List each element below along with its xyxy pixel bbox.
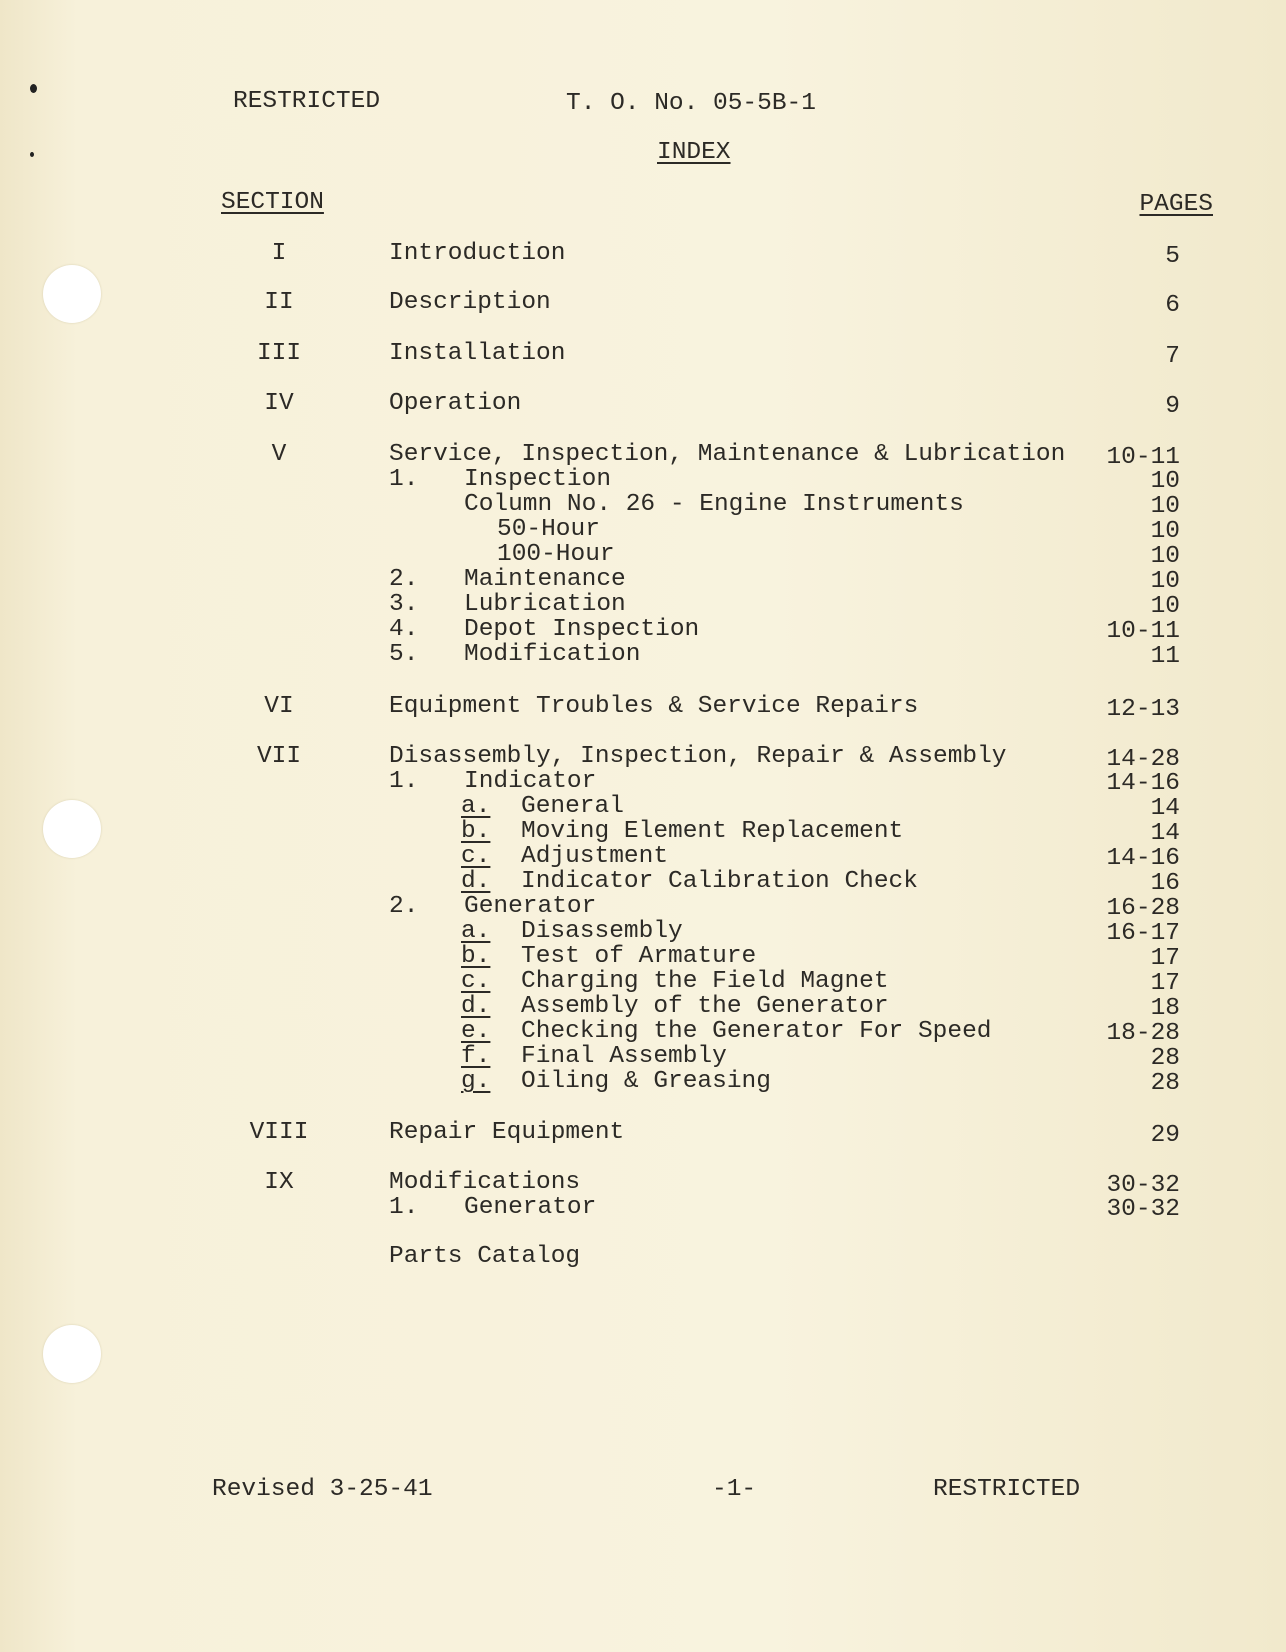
item-number: 1. — [389, 1194, 419, 1221]
section-pages: 14-28 — [1106, 746, 1180, 773]
section-pages: 9 — [1165, 393, 1180, 420]
section-title: Equipment Troubles & Service Repairs — [389, 693, 919, 720]
footer-classification: RESTRICTED — [933, 1476, 1081, 1503]
item-pages: 14-16 — [1106, 845, 1180, 872]
item-pages: 28 — [1150, 1045, 1180, 1072]
section-pages: 7 — [1165, 343, 1180, 370]
column-header-section: SECTION — [221, 189, 324, 216]
section-title: Description — [389, 289, 551, 316]
ink-speck — [30, 152, 34, 157]
item-letter: a. — [461, 918, 491, 945]
item-title: Oiling & Greasing — [521, 1068, 771, 1095]
item-pages: 16-17 — [1106, 920, 1180, 947]
section-number: III — [256, 340, 302, 367]
item-letter: c. — [461, 843, 491, 870]
item-title: Lubrication — [464, 591, 626, 618]
item-title: Indicator — [464, 768, 597, 795]
item-letter: b. — [461, 943, 491, 970]
section-title: Operation — [389, 390, 522, 417]
item-title: Generator — [464, 1194, 597, 1221]
section-number: VI — [264, 693, 294, 720]
item-pages: 10 — [1150, 518, 1180, 545]
item-letter: b. — [461, 818, 491, 845]
item-title: Assembly of the Generator — [521, 993, 889, 1020]
item-title: Maintenance — [464, 566, 626, 593]
item-pages: 10 — [1150, 468, 1180, 495]
item-number: 1. — [389, 466, 419, 493]
item-pages: 10-11 — [1106, 618, 1180, 645]
section-pages: 6 — [1165, 292, 1180, 319]
item-pages: 10 — [1150, 593, 1180, 620]
item-title: General — [521, 793, 624, 820]
item-pages: 18 — [1150, 995, 1180, 1022]
item-pages: 10 — [1150, 568, 1180, 595]
item-title: Moving Element Replacement — [521, 818, 904, 845]
item-title: Depot Inspection — [464, 616, 700, 643]
item-title: Modification — [464, 641, 641, 668]
item-pages: 28 — [1150, 1070, 1180, 1097]
item-title: Final Assembly — [521, 1043, 727, 1070]
punch-hole — [43, 1325, 101, 1383]
item-letter: a. — [461, 793, 491, 820]
page-title: INDEX — [657, 139, 731, 166]
section-number: VII — [256, 743, 302, 770]
section-pages: 30-32 — [1106, 1172, 1180, 1199]
item-title: 50-Hour — [497, 516, 600, 543]
footer-revision: Revised 3-25-41 — [212, 1476, 433, 1503]
item-title: Adjustment — [521, 843, 669, 870]
item-number: 4. — [389, 616, 419, 643]
item-pages: 14-16 — [1106, 770, 1180, 797]
footer-page-number: -1- — [712, 1476, 757, 1503]
item-title: Checking the Generator For Speed — [521, 1018, 992, 1045]
item-pages: 30-32 — [1106, 1196, 1180, 1223]
header-classification: RESTRICTED — [233, 88, 381, 115]
item-pages: 11 — [1150, 643, 1180, 670]
item-title: Charging the Field Magnet — [521, 968, 889, 995]
item-pages: 14 — [1150, 795, 1180, 822]
section-title: Service, Inspection, Maintenance & Lubrication — [389, 441, 1066, 468]
section-number: IV — [264, 390, 294, 417]
punch-hole — [43, 800, 101, 858]
header-document-number: T. O. No. 05-5B-1 — [566, 90, 816, 117]
item-number: 2. — [389, 566, 419, 593]
item-letter: d. — [461, 868, 491, 895]
section-pages: 5 — [1165, 243, 1180, 270]
item-number: 3. — [389, 591, 419, 618]
item-pages: 16 — [1150, 870, 1180, 897]
item-title: Disassembly — [521, 918, 683, 945]
item-letter: d. — [461, 993, 491, 1020]
item-letter: e. — [461, 1018, 491, 1045]
item-letter: c. — [461, 968, 491, 995]
item-pages: 17 — [1150, 970, 1180, 997]
ink-speck — [30, 84, 37, 93]
section-title: Modifications — [389, 1169, 581, 1196]
section-number: II — [264, 289, 294, 316]
section-number: I — [271, 240, 287, 267]
item-letter: g. — [461, 1068, 491, 1095]
item-number: 2. — [389, 893, 419, 920]
punch-hole — [43, 265, 101, 323]
item-letter: f. — [461, 1043, 491, 1070]
item-pages: 18-28 — [1106, 1020, 1180, 1047]
item-pages: 17 — [1150, 945, 1180, 972]
section-title: Disassembly, Inspection, Repair & Assembly — [389, 743, 1007, 770]
section-title: Introduction — [389, 240, 566, 267]
section-title: Parts Catalog — [389, 1243, 581, 1270]
item-pages: 10 — [1150, 493, 1180, 520]
section-pages: 10-11 — [1106, 444, 1180, 471]
column-header-pages: PAGES — [1139, 191, 1213, 218]
section-title: Installation — [389, 340, 566, 367]
section-number: V — [271, 441, 287, 468]
item-title: Inspection — [464, 466, 612, 493]
item-number: 5. — [389, 641, 419, 668]
item-pages: 16-28 — [1106, 895, 1180, 922]
item-pages: 14 — [1150, 820, 1180, 847]
item-title: Generator — [464, 893, 597, 920]
item-title: Test of Armature — [521, 943, 757, 970]
section-number: VIII — [249, 1119, 309, 1146]
item-title: Indicator Calibration Check — [521, 868, 918, 895]
section-number: IX — [264, 1169, 294, 1196]
item-pages: 10 — [1150, 543, 1180, 570]
section-title: Repair Equipment — [389, 1119, 625, 1146]
section-pages: 29 — [1150, 1122, 1180, 1149]
item-title: Column No. 26 - Engine Instruments — [464, 491, 964, 518]
item-number: 1. — [389, 768, 419, 795]
item-title: 100-Hour — [497, 541, 615, 568]
section-pages: 12-13 — [1106, 696, 1180, 723]
